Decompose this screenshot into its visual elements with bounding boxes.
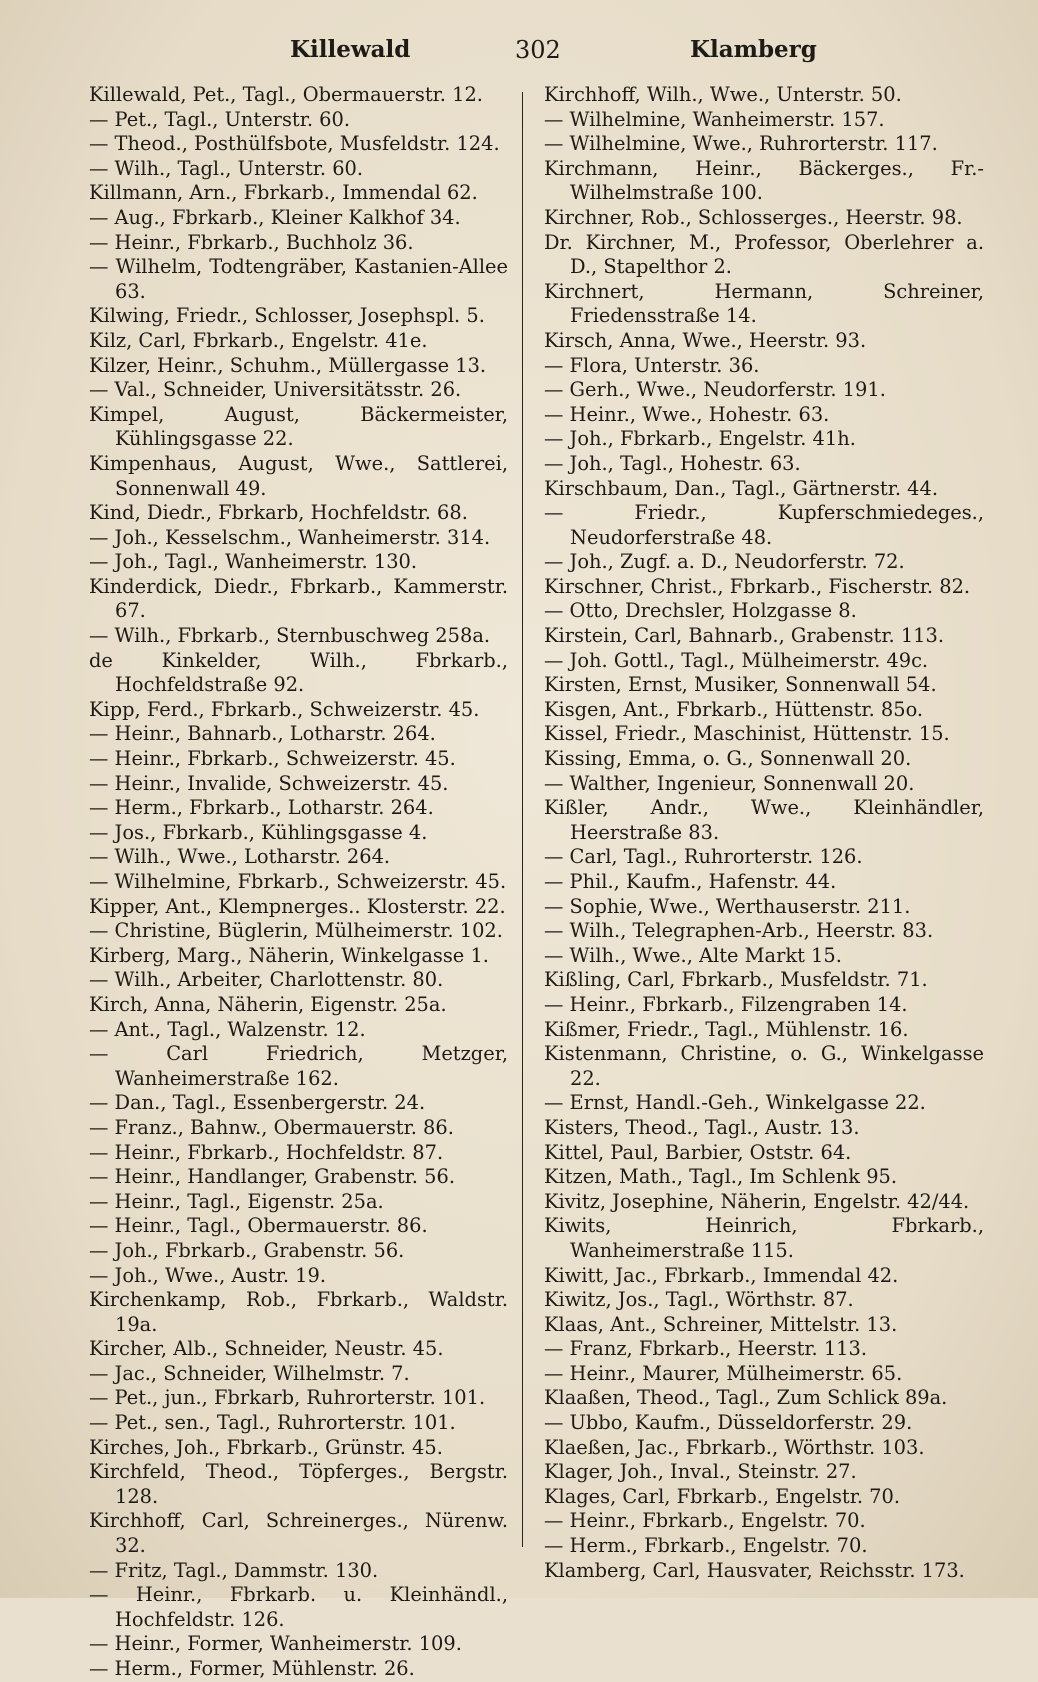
directory-entry: — Wilh., Tagl., Unterstr. 60. xyxy=(89,156,364,180)
directory-entry: Klaeßen, Jac., Fbrkarb., Wörthstr. 103. xyxy=(544,1435,925,1459)
header-left-keyword: Killewald xyxy=(290,36,411,63)
directory-entry: — Herm., Former, Mühlenstr. 26. xyxy=(89,1657,415,1680)
directory-entry: Klaas, Ant., Schreiner, Mittelstr. 13. xyxy=(544,1312,898,1336)
directory-entry: Kirschner, Christ., Fbrkarb., Fischerstr. 82. xyxy=(544,574,971,598)
directory-entry: Kißmer, Friedr., Tagl., Mühlenstr. 16. xyxy=(544,1017,909,1041)
directory-entry: — Wilh., Wwe., Lotharstr. 264. xyxy=(89,845,391,869)
directory-entry: — Wilhelmine, Wanheimerstr. 157. xyxy=(544,107,885,131)
directory-entry: — Joh., Fbrkarb., Grabenstr. 56. xyxy=(89,1238,405,1262)
directory-entry: Kirsten, Ernst, Musiker, Sonnenwall 54. xyxy=(544,673,937,697)
directory-entry: — Ubbo, Kaufm., Düsseldorferstr. 29. xyxy=(544,1411,913,1435)
directory-entry: Kirstein, Carl, Bahnarb., Grabenstr. 113. xyxy=(544,624,944,648)
directory-entry: Kirch, Anna, Näherin, Eigenstr. 25a. xyxy=(89,992,447,1016)
directory-entry: Kittel, Paul, Barbier, Oststr. 64. xyxy=(544,1140,852,1164)
directory-entry: — Joh., Kesselschm., Wanheimerstr. 314. xyxy=(89,525,491,549)
directory-entry: — Dan., Tagl., Essenbergerstr. 24. xyxy=(89,1091,426,1115)
directory-entry: Kilzer, Heinr., Schuhm., Müllergasse 13. xyxy=(89,353,487,377)
directory-entry: — Joh., Tagl., Wanheimerstr. 130. xyxy=(89,550,418,574)
directory-entry: — Jac., Schneider, Wilhelmstr. 7. xyxy=(89,1361,410,1385)
directory-entry: — Heinr., Maurer, Mülheimerstr. 65. xyxy=(544,1361,903,1385)
directory-entry: — Theod., Posthülfsbote, Musfeldstr. 124. xyxy=(89,132,500,156)
directory-entry: — Heinr., Bahnarb., Lotharstr. 264. xyxy=(89,722,436,746)
directory-entry: — Ant., Tagl., Walzenstr. 12. xyxy=(89,1017,366,1041)
directory-entry: Killmann, Arn., Fbrkarb., Immendal 62. xyxy=(89,181,478,205)
directory-entry: — Franz., Bahnw., Obermauerstr. 86. xyxy=(89,1115,454,1139)
directory-entry: — Wilhelmine, Fbrkarb., Schweizerstr. 45. xyxy=(89,870,507,893)
directory-entry: — Phil., Kaufm., Hafenstr. 44. xyxy=(544,870,837,893)
directory-entry: — Wilh., Wwe., Alte Markt 15. xyxy=(544,943,842,967)
directory-entry: — Wilh., Telegraphen-Arb., Heerstr. 83. xyxy=(544,919,934,943)
directory-entry: Kipp, Ferd., Fbrkarb., Schweizerstr. 45. xyxy=(89,697,480,721)
directory-entry: Kirsch, Anna, Wwe., Heerstr. 93. xyxy=(544,328,867,352)
directory-entry: Kirschbaum, Dan., Tagl., Gärtnerstr. 44. xyxy=(544,476,939,500)
directory-entry: Killewald, Pet., Tagl., Obermauerstr. 12. xyxy=(89,83,483,106)
directory-entry: — Gerh., Wwe., Neudorferstr. 191. xyxy=(544,378,886,402)
directory-entry: Kistenmann, Christine, o. G., Winkelgasse 22. xyxy=(544,1042,984,1090)
directory-entry: Kirchenkamp, Rob., Fbrkarb., Waldstr. 19a. xyxy=(89,1288,508,1336)
directory-entry: Kivitz, Josephine, Näherin, Engelstr. 42/44. xyxy=(544,1189,970,1213)
directory-entry: — Wilh., Fbrkarb., Sternbuschweg 258a. xyxy=(89,624,491,648)
directory-entry: — Joh., Zugf. a. D., Neudorferstr. 72. xyxy=(544,550,905,574)
left-column xyxy=(89,83,508,1682)
directory-entry: Kissel, Friedr., Maschinist, Hüttenstr. 15. xyxy=(544,722,950,746)
directory-entry: Klages, Carl, Fbrkarb., Engelstr. 70. xyxy=(544,1484,901,1508)
directory-entry: — Franz, Fbrkarb., Heerstr. 113. xyxy=(544,1337,868,1361)
directory-entry: — Flora, Unterstr. 36. xyxy=(544,353,760,377)
directory-entry: — Joh., Fbrkarb., Engelstr. 41h. xyxy=(544,427,856,451)
directory-entry: — Aug., Fbrkarb., Kleiner Kalkhof 34. xyxy=(89,205,461,229)
directory-entry: de Kinkelder, Wilh., Fbrkarb., Hochfeldstraße 92. xyxy=(89,648,508,697)
directory-entry: — Heinr., Tagl., Eigenstr. 25a. xyxy=(89,1189,384,1213)
directory-entry: — Heinr., Wwe., Hohestr. 63. xyxy=(544,402,830,426)
directory-entry: — Christine, Büglerin, Mülheimerstr. 102. xyxy=(89,919,503,943)
directory-entry: Kinderdick, Diedr., Fbrkarb., Kammerstr. 67. xyxy=(89,574,508,623)
directory-entry: Kilwing, Friedr., Schlosser, Josephspl. 5. xyxy=(89,304,485,328)
page-header xyxy=(70,30,988,70)
directory-entry: Kitzen, Math., Tagl., Im Schlenk 95. xyxy=(544,1165,898,1189)
directory-entry: Kißler, Andr., Wwe., Kleinhändler, Heerstraße 83. xyxy=(544,796,984,844)
directory-entry: — Wilhelm, Todtengräber, Kastanien-Allee 63. xyxy=(89,255,508,303)
directory-entry: — Jos., Fbrkarb., Kühlingsgasse 4. xyxy=(89,820,428,844)
directory-entry: — Pet., jun., Fbrkarb, Ruhrorterstr. 101. xyxy=(89,1386,486,1410)
directory-entry: Klager, Joh., Inval., Steinstr. 27. xyxy=(544,1460,857,1484)
right-column xyxy=(544,83,984,1583)
directory-entry: Kirches, Joh., Fbrkarb., Grünstr. 45. xyxy=(89,1435,443,1459)
directory-entry: Kirchnert, Hermann, Schreiner, Friedensstraße 14. xyxy=(544,279,984,328)
directory-entry: Kisgen, Ant., Fbrkarb., Hüttenstr. 85o. xyxy=(544,697,924,721)
directory-entry: Kirchfeld, Theod., Töpferges., Bergstr. 128. xyxy=(89,1460,508,1508)
directory-entry: — Pet., Tagl., Unterstr. 60. xyxy=(89,107,350,131)
directory-entry: Kipper, Ant., Klempnerges.. Klosterstr. 22. xyxy=(89,894,506,918)
directory-entry: — Carl Friedrich, Metzger, Wanheimerstraße 162. xyxy=(89,1042,508,1090)
directory-entry: — Joh. Gottl., Tagl., Mülheimerstr. 49c. xyxy=(544,648,929,672)
directory-entry: — Heinr., Former, Wanheimerstr. 109. xyxy=(89,1632,462,1656)
directory-entry: — Ernst, Handl.-Geh., Winkelgasse 22. xyxy=(544,1091,926,1115)
directory-entry: — Wilhelmine, Wwe., Ruhrorterstr. 117. xyxy=(544,132,938,156)
directory-entry: Kirchner, Rob., Schlosserges., Heerstr. 98. xyxy=(544,205,963,229)
directory-entry: Kißling, Carl, Fbrkarb., Musfeldstr. 71. xyxy=(544,968,928,992)
directory-entry: — Joh., Wwe., Austr. 19. xyxy=(89,1263,327,1287)
header-right-keyword: Klamberg xyxy=(690,36,817,63)
directory-entry: — Wilh., Arbeiter, Charlottenstr. 80. xyxy=(89,968,444,992)
directory-entry: Kissing, Emma, o. G., Sonnenwall 20. xyxy=(544,747,912,771)
directory-entry: — Friedr., Kupferschmiedeges., Neudorferstraße 48. xyxy=(544,501,984,549)
directory-entry: — Walther, Ingenieur, Sonnenwall 20. xyxy=(544,771,915,795)
column-divider xyxy=(522,92,523,1547)
directory-entry: Kiwitt, Jac., Fbrkarb., Immendal 42. xyxy=(544,1263,899,1287)
directory-entry: — Heinr., Fbrkarb., Filzengraben 14. xyxy=(544,992,908,1016)
directory-entry: — Heinr., Fbrkarb., Hochfeldstr. 87. xyxy=(89,1140,444,1164)
directory-entry: — Sophie, Wwe., Werthauserstr. 211. xyxy=(544,894,911,918)
directory-entry: — Herm., Fbrkarb., Lotharstr. 264. xyxy=(89,796,434,820)
directory-entry: Kiwitz, Jos., Tagl., Wörthstr. 87. xyxy=(544,1288,854,1312)
directory-entry: — Heinr., Tagl., Obermauerstr. 86. xyxy=(89,1214,428,1238)
directory-entry: Kiwits, Heinrich, Fbrkarb., Wanheimerstraße 115. xyxy=(544,1214,984,1262)
directory-entry: Kircher, Alb., Schneider, Neustr. 45. xyxy=(89,1337,444,1361)
directory-entry: — Fritz, Tagl., Dammstr. 130. xyxy=(89,1558,379,1582)
directory-entry: Dr. Kirchner, M., Professor, Oberlehrer a. D., Stapelthor 2. xyxy=(544,230,984,279)
directory-entry: Klaaßen, Theod., Tagl., Zum Schlick 89a. xyxy=(544,1386,948,1410)
directory-entry: — Val., Schneider, Universitätsstr. 26. xyxy=(89,378,462,402)
directory-entry: Kisters, Theod., Tagl., Austr. 13. xyxy=(544,1115,860,1139)
directory-entry: — Heinr., Handlanger, Grabenstr. 56. xyxy=(89,1165,455,1189)
directory-entry: Klamberg, Carl, Hausvater, Reichsstr. 173. xyxy=(544,1558,965,1582)
directory-entry: — Heinr., Fbrkarb., Schweizerstr. 45. xyxy=(89,747,456,771)
directory-entry: Kilz, Carl, Fbrkarb., Engelstr. 41e. xyxy=(89,328,428,352)
directory-entry: — Heinr., Invalide, Schweizerstr. 45. xyxy=(89,771,449,795)
directory-entry: Kirchhoff, Wilh., Wwe., Unterstr. 50. xyxy=(544,83,902,106)
directory-entry: Kirchhoff, Carl, Schreinerges., Nürenw. 32. xyxy=(89,1509,508,1558)
directory-entry: — Joh., Tagl., Hohestr. 63. xyxy=(544,451,801,475)
directory-entry: Kind, Diedr., Fbrkarb, Hochfeldstr. 68. xyxy=(89,501,468,525)
directory-entry: — Heinr., Fbrkarb., Buchholz 36. xyxy=(89,230,414,254)
directory-entry: — Heinr., Fbrkarb., Engelstr. 70. xyxy=(544,1509,866,1533)
page-number: 302 xyxy=(515,36,561,64)
directory-entry: Kirberg, Marg., Näherin, Winkelgasse 1. xyxy=(89,943,489,967)
directory-entry: — Pet., sen., Tagl., Ruhrorterstr. 101. xyxy=(89,1411,456,1435)
directory-entry: — Herm., Fbrkarb., Engelstr. 70. xyxy=(544,1534,868,1558)
directory-entry: Kimpel, August, Bäckermeister, Kühlingsgasse 22. xyxy=(89,402,508,451)
directory-entry: — Heinr., Fbrkarb. u. Kleinhändl., Hochfeldstr. 126. xyxy=(89,1583,508,1631)
directory-entry: Kirchmann, Heinr., Bäckerges., Fr.-Wilhelmstraße 100. xyxy=(544,156,984,205)
directory-entry: — Otto, Drechsler, Holzgasse 8. xyxy=(544,599,857,623)
directory-entry: — Carl, Tagl., Ruhrorterstr. 126. xyxy=(544,845,863,869)
directory-entry: Kimpenhaus, August, Wwe., Sattlerei, Sonnenwall 49. xyxy=(89,451,508,500)
